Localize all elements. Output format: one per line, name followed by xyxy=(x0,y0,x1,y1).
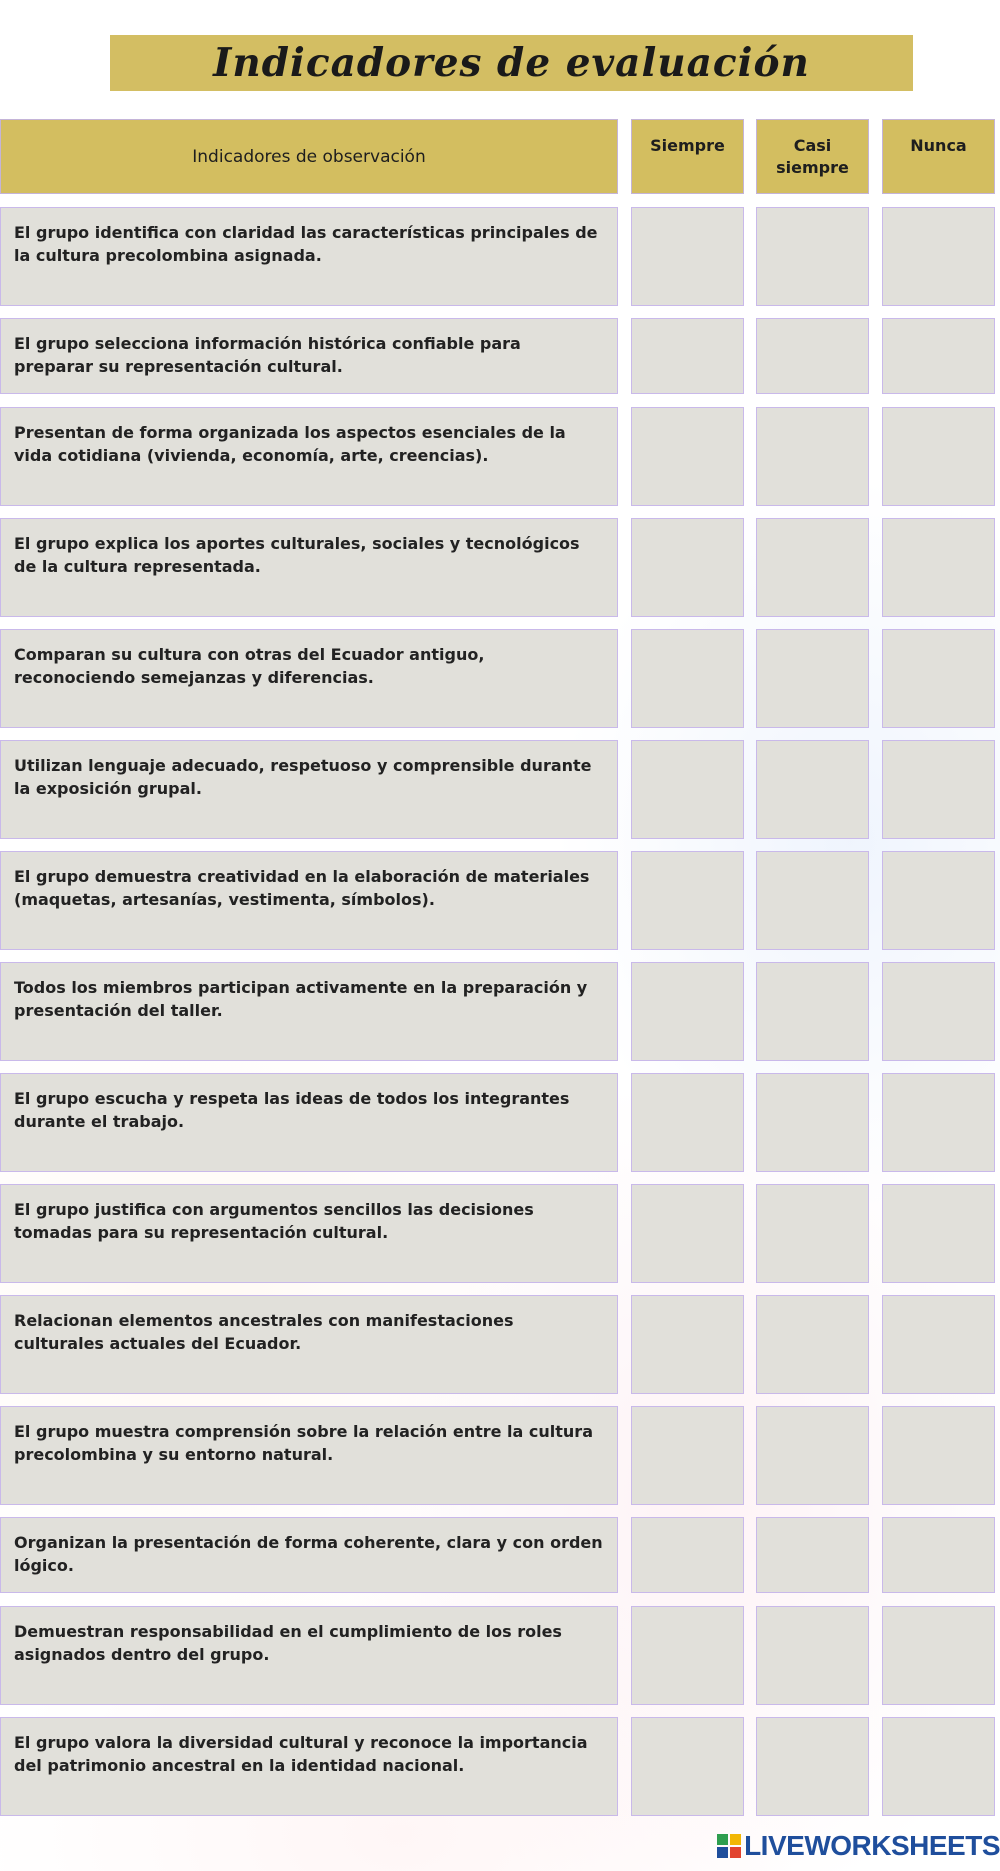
answer-box-nunca[interactable] xyxy=(882,851,995,950)
answer-box-nunca[interactable] xyxy=(882,1606,995,1705)
answer-box-nunca[interactable] xyxy=(882,1184,995,1283)
answer-box-casi-siempre[interactable] xyxy=(756,518,869,617)
indicator-cell: Comparan su cultura con otras del Ecuador antiguo, reconociendo semejanzas y diferencias. xyxy=(0,629,618,728)
answer-box-siempre[interactable] xyxy=(631,1606,744,1705)
indicator-cell: El grupo muestra comprensión sobre la relación entre la cultura precolombina y su entorno natural. xyxy=(0,1406,618,1505)
answer-box-nunca[interactable] xyxy=(882,962,995,1061)
header-nunca xyxy=(882,119,995,194)
liveworksheets-logo-icon xyxy=(717,1834,741,1858)
answer-box-casi-siempre[interactable] xyxy=(756,1073,869,1172)
answer-box-casi-siempre[interactable] xyxy=(756,1406,869,1505)
answer-box-nunca[interactable] xyxy=(882,1406,995,1505)
answer-box-siempre[interactable] xyxy=(631,629,744,728)
indicator-cell: El grupo justifica con argumentos sencillos las decisiones tomadas para su representación cultural. xyxy=(0,1184,618,1283)
liveworksheets-brand[interactable] xyxy=(717,1832,1000,1860)
header-siempre-label: Siempre xyxy=(650,136,725,155)
answer-box-siempre[interactable] xyxy=(631,1073,744,1172)
answer-box-casi-siempre[interactable] xyxy=(756,207,869,306)
header-casi-siempre xyxy=(756,119,869,194)
indicator-cell: Utilizan lenguaje adecuado, respetuoso y comprensible durante la exposición grupal. xyxy=(0,740,618,839)
indicator-cell: El grupo escucha y respeta las ideas de todos los integrantes durante el trabajo. xyxy=(0,1073,618,1172)
answer-box-nunca[interactable] xyxy=(882,1517,995,1593)
indicator-cell: El grupo demuestra creatividad en la elaboración de materiales (maquetas, artesanías, vestimenta, símbolos). xyxy=(0,851,618,950)
answer-box-nunca[interactable] xyxy=(882,1295,995,1394)
answer-box-casi-siempre[interactable] xyxy=(756,1184,869,1283)
indicator-cell: El grupo identifica con claridad las características principales de la cultura precolombina asignada. xyxy=(0,207,618,306)
page-title: Indicadores de evaluación xyxy=(213,40,810,86)
answer-box-siempre[interactable] xyxy=(631,407,744,506)
answer-box-siempre[interactable] xyxy=(631,318,744,394)
answer-box-casi-siempre[interactable] xyxy=(756,1517,869,1593)
answer-box-siempre[interactable] xyxy=(631,1184,744,1283)
indicator-cell: Relacionan elementos ancestrales con manifestaciones culturales actuales del Ecuador. xyxy=(0,1295,618,1394)
answer-box-nunca[interactable] xyxy=(882,1717,995,1816)
answer-box-casi-siempre[interactable] xyxy=(756,1606,869,1705)
answer-box-nunca[interactable] xyxy=(882,207,995,306)
brand-text: LIVEWORKSHEETS xyxy=(744,1830,1000,1861)
answer-box-casi-siempre[interactable] xyxy=(756,1717,869,1816)
indicator-cell: El grupo valora la diversidad cultural y reconoce la importancia del patrimonio ancestral en la identidad nacional. xyxy=(0,1717,618,1816)
answer-box-siempre[interactable] xyxy=(631,207,744,306)
answer-box-nunca[interactable] xyxy=(882,407,995,506)
answer-box-casi-siempre[interactable] xyxy=(756,962,869,1061)
answer-box-casi-siempre[interactable] xyxy=(756,1295,869,1394)
indicator-cell: El grupo explica los aportes culturales, sociales y tecnológicos de la cultura representada. xyxy=(0,518,618,617)
title-banner xyxy=(110,35,913,91)
indicator-cell: Demuestran responsabilidad en el cumplimiento de los roles asignados dentro del grupo. xyxy=(0,1606,618,1705)
answer-box-casi-siempre[interactable] xyxy=(756,740,869,839)
header-siempre xyxy=(631,119,744,194)
answer-box-nunca[interactable] xyxy=(882,740,995,839)
answer-box-casi-siempre[interactable] xyxy=(756,318,869,394)
indicator-cell: Presentan de forma organizada los aspectos esenciales de la vida cotidiana (vivienda, economía, arte, creencias). xyxy=(0,407,618,506)
indicator-cell: Organizan la presentación de forma coherente, clara y con orden lógico. xyxy=(0,1517,618,1593)
header-casi-siempre-line1: Casi xyxy=(793,136,832,155)
answer-box-siempre[interactable] xyxy=(631,1406,744,1505)
answer-box-casi-siempre[interactable] xyxy=(756,629,869,728)
header-indicators-label: Indicadores de observación xyxy=(192,146,426,167)
indicator-cell: El grupo selecciona información histórica confiable para preparar su representación cultural. xyxy=(0,318,618,394)
answer-box-nunca[interactable] xyxy=(882,1073,995,1172)
answer-box-siempre[interactable] xyxy=(631,851,744,950)
header-nunca-label: Nunca xyxy=(910,136,967,155)
answer-box-siempre[interactable] xyxy=(631,1517,744,1593)
header-casi-siempre-line2: siempre xyxy=(776,158,849,177)
header-indicators xyxy=(0,119,618,194)
answer-box-casi-siempre[interactable] xyxy=(756,407,869,506)
answer-box-casi-siempre[interactable] xyxy=(756,851,869,950)
answer-box-siempre[interactable] xyxy=(631,962,744,1061)
indicator-cell: Todos los miembros participan activamente en la preparación y presentación del taller. xyxy=(0,962,618,1061)
answer-box-siempre[interactable] xyxy=(631,518,744,617)
answer-box-siempre[interactable] xyxy=(631,1717,744,1816)
answer-box-nunca[interactable] xyxy=(882,629,995,728)
answer-box-nunca[interactable] xyxy=(882,518,995,617)
answer-box-siempre[interactable] xyxy=(631,1295,744,1394)
answer-box-siempre[interactable] xyxy=(631,740,744,839)
answer-box-nunca[interactable] xyxy=(882,318,995,394)
